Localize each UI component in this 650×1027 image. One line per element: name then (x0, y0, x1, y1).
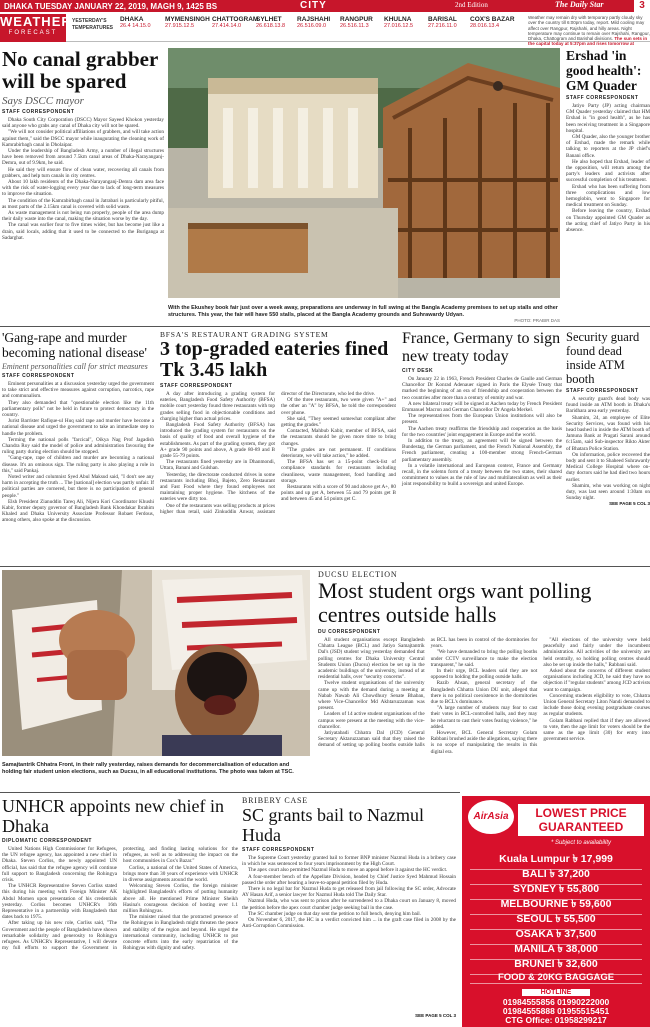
subheadline: Eminent personalities call for strict measures (2, 362, 148, 371)
section-name: CITY (300, 0, 327, 11)
fare-row: SYDNEY ৳ 55,800 (470, 882, 642, 900)
fare-row: SEOUL ৳ 55,500 (470, 912, 642, 930)
headline[interactable]: Most student orgs want polling centres outside halls (318, 578, 592, 627)
fare-row: BALI ৳ 37,200 (470, 867, 642, 885)
fare-row: MELBOURNE ৳ 59,600 (470, 897, 642, 915)
section-divider (0, 326, 650, 327)
kicker: BFSA'S RESTAURANT GRADING SYSTEM (160, 330, 329, 339)
photo-student-rally (2, 570, 310, 780)
headline[interactable]: France, Germany to sign new treaty today (402, 330, 561, 365)
headline[interactable]: 'Gang-rape and murder becoming national disease' (2, 330, 147, 360)
headline[interactable]: UNHCR appoints new chief in Dhaka (2, 796, 224, 836)
article-body: The Supreme Court yesterday granted bail to former BNP minister Nazmul Huda in a bribery case in which he was sentenced to four years imprisonment by the High Court. The apex court also permitted Nazmul Huda to move an appeal before it against the HC verdict. A four-member bench of the Appellate Division, headed by Chief Justice Syed Mahmud Hossain passed the order after hearing a leave-to-appeal petition filed by Huda. There is no legal bar for Nazmul Huda to get released from jail following the SC order, Advocate AY Hasan Arif, a senior lawyer for Nazmul Huda told The Daily Star. Nazmul Huda, who was sent to prison after he surrendered to a Dhaka court on January 8, moved the petition before the apex court chamber judge seeking bail in the case. The SC chamber judge on that day sent the petition to full bench, denying him bail. On November 6, 2017, the HC in a verdict convicted him ... in the graft case filed in 2008 by the Anti-Corruption Commission. (242, 855, 456, 930)
article-france-germany (402, 330, 562, 562)
byline: STAFF CORRESPONDENT (2, 109, 75, 115)
byline: STAFF CORRESPONDENT (566, 388, 639, 394)
edition-label: 2nd Edition (455, 1, 488, 9)
page-masthead (0, 0, 650, 12)
fare-row: MANILA ৳ 38,000 (470, 942, 642, 960)
fare-row: OSAKA ৳ 37,500 (470, 927, 642, 945)
byline: STAFF CORRESPONDENT (242, 847, 315, 853)
weather-logo (0, 14, 72, 42)
ad-disclaimer: * Subject to availability (550, 840, 612, 846)
headline[interactable]: 3 top-graded eateries fined Tk 3.45 lakh (160, 338, 389, 381)
airasia-logo: AirAsia (468, 800, 514, 834)
weather-forecast-strip (0, 14, 650, 47)
airasia-advertisement[interactable] (462, 796, 650, 1027)
fare-row: Kuala Lumpur ৳ 17,999 (470, 852, 642, 870)
city-temp: MYMENSINGH 27.915.12.5 (165, 16, 210, 29)
article-nazmul-huda (242, 796, 456, 1027)
hotline-numbers[interactable]: 01984555856 01990222000 01984555888 01955515451 CTG Office: 01958299217 (502, 997, 610, 1025)
article-body: Jatiyo Party (JP) acting chairman GM Quader yesterday claimed that HM Ershad is "in good health", as he has been receiving treatment in a Singapore hospital. GM Quader, also the younger brother of Ershad, made the remark while talking to reporters at the JP chief's Banani office. He also hoped that Ershad, leader of the opposition, will return among the party's leaders and activists after successful completion of his treatment. Ershad who has been suffering from three complications and low hemoglobin, went to Singapore for medical treatment on Sunday. Before leaving the country, Ershad on Thursday appointed GM Quader as the acting chief of Jatiyo Party in his absence. (566, 103, 650, 234)
weather-note: Weather may remain dry with temporary partly cloudy sky over the country till 6:00pm today, report. Mild cooling may affect over Rangpur, Rajshahi, and hilly areas. Night temperature may continue to remain over Rajshahi, Rangpur, Dhaka, Chattogram and Barishal divisions. The sun sets in the capital today at 5:37pm and rises tomorrow at (528, 15, 650, 52)
article-canal-grabber (2, 48, 164, 322)
article-body: A day after introducing a grading system for eateries, Bangladesh Food Safety Authority (BFSA) mobile court yesterday found three restaurants with top grades selling food in objectionable conditions and charging higher than actual prices. Bangladesh Food Safety Authority (BFSA) has introduced the grading system for restaurants on the basis of quality of food and overall hygiene of the establishments. As part of the grading system, they got A+ grade 90 points and above, A grade 80-89 and B grade 55-79 points. The restaurants fined yesterday are in Dhanmondi, Uttara, Banani and Gulshan. Yesterday, the directorate conducted drives in some restaurants including Bhoj, Bajeto, Zero Restaurant and Fast Food where they found employees not maintaining proper hygiene. The kitchens of the eateries were dirty too. One of the restaurants was selling products at prices higher than retail, said Zinkuddin Anwar, assistant director of the Directorate, who led the drive. Of the three restaurants, two were given "A+" and the other an "A" by BFSA, he told the correspondent over phone. She said, "They seemed somewhat compliant after getting the grades." Contacted, Mahbub Kabir, member of BFSA, said the restaurants should be given more time to bring changes. "The grades are not permanent. If conditions deteriorate, we will take action," he added. The BFSA has set a 15-point check-list of compliance standards for restaurants including cleanliness, waste management, food handling and storage. Restaurants with a score of 90 and above get A+, 80 points and up get A, between 55 and 79 points get B and between 45 and 54 points get C. (160, 391, 396, 515)
headline[interactable]: No canal grabber will be spared (2, 47, 158, 93)
city-temp: BARISAL 27.216.11.0 (428, 16, 457, 29)
photo-caption: Samajtantrik Chhatra Front, in their rally yesterday, raises demands for decommercialisation of education and holding fair student union elections, such as Ducsu, in all educational institutions. The photo was taken at TSC. (2, 762, 294, 775)
city-temp: CHATTOGRAM 27.414.14.0 (212, 16, 259, 29)
city-temp: RANGPUR 26.516.11.3 (340, 16, 373, 29)
subheadline: Says DSCC mayor (2, 95, 84, 107)
article-ducsu-election (318, 570, 650, 780)
kicker: BRIBERY CASE (242, 796, 308, 805)
weather-logo-sub: FORECAST (8, 30, 58, 36)
article-body: All student organisations except Bangladesh Chhatra League (BCL) and Jatiyo Samajtantrik Dal's (JSD) student wing yesterday demanded that polling centres for Dhaka University Central Students Union (Ducsu) election be set up in the academic buildings of the university, instead of at residential halls, over "security concerns". Twelve student organisations of the university came up with the demand during a meeting at Nabab Nawab Ali Chowdhury Senate Bhaban, where Vice-Chancellor Md Akhtaruzzaman was present. Leaders of 14 active student organisations of the campus were present at the meeting with the vice-chancellor. Jatiyatabadi Chhatra Dal (JCD) General Secretary Aktaruzzaman said that they raised the demand of setting up polling booths outside halls as BCL has been in control of the dormitories for years. "We have demanded to bring the polling booths under CCTV surveillance to make the election transparent," he said. In their urge, BCL leaders said they are not opposed to holding the polling outside halls. Razib Ahsan, general secretary of the Bangladesh Chhatra Union DU unit, alleged that there is no political coexistence in the dormitories due to BCL's dominance. "A large number of students may fear to cast their votes in BCL-controlled halls, and they may be reluctant to cast their votes fearing violence," he added. However, BCL General Secretary Golam Rabbani brushed aside the allegations, saying there is no scope of manipulating the results in this digital era. "All elections of the university were held peacefully and fairly under the incumbent administration. All activities of the university are held centrally, so holding polling centres should also be set up inside the halls," Rabbani said. Asked about the concerns of different student organisations including JCD, he said they have no objection if "regular students" among JCD activists want to campaign. Concerning students eligibility to vote, Chhatra Union General Secretary Liton Nandi demanded to include those doing evening postgraduate courses as regular students. Golam Rabbani replied that if they are allowed to vote, then the age limit for voters should be the same as the age limit (30) for entry into government service. (318, 637, 650, 755)
ad-extra: FOOD & 20KG BAGGAGE (470, 972, 642, 984)
photo-caption: With the Ekushey book fair just over a week away, preparations are underway in full swing at the Bangla Academy premises to set up stalls and other structures. This year, the fair will have 550 stalls, placed at the Bangla Academy grounds and Suhrawardy Udyan. (168, 305, 558, 318)
weather-logo-title: WEATHER (0, 14, 72, 29)
article-eateries-fined (160, 330, 396, 562)
byline: STAFF CORRESPONDENT (2, 373, 75, 379)
article-body: United Nations High Commissioner for Refugees, the UN refugee agency, has appointed a new chief in Dhaka. Steven Corliss, the newly appointed UN official, has said that the refugee agency will continue full support to Bangladesh concerning the Rohingya crisis. The UNHCR Representative Steven Corliss stated this during his meeting with Foreign Minister AK Abdul Momen upon presentation of his credentials yesterday. Corliss becomes UNHCR's 16th Representative in a partnership with Bangladesh that dates back to 1975. After taking up his new role, Corliss said, "The Government and the people of Bangladesh have shown remarkable solidarity and generosity to Rohingya refugees. As UNHCR's Representative, I will devote my full efforts to support the Government in protecting, and finding lasting solutions for the refugees, as well as to addressing the impact on the host communities in Cox's Bazar." Corliss, a national of the United States of America, brings more than 30 years of experience with UNHCR in diverse assignments around the world. Welcoming Steven Corliss, the foreign minister highlighted Bangladesh's efforts of putting humanity above all. He mentioned Prime Minister Sheikh Hasina's courageous decision of hosting over 1.1 million Rohingyas. The minister raised that the protracted presence of the Rohingyas in Bangladesh might threaten the peace and stability of the region and beyond. He urged the international community, including UNHCR to put concrete efforts into the early repatriation of the Rohingyas with dignity and safety. (2, 846, 238, 952)
article-ershad (566, 48, 650, 322)
article-body: A security guard's dead body was found inside an ATM booth in Dhaka's Baridhara area early yesterday. Shamim, 24, an employee of Elite Security Services, was found with his head bashed in inside the ATM booth of Jamuna Bank at Pragati Sarani around 6:15am, said Sub-inspector Rikto Akter of Bhatara Police Station. On information, police recovered the body and sent it to Shaheed Suhrawardy Medical College Hospital where on-duty doctors said he had died two hours earlier. Shamim, who was working on night duty, was last seen around 1:30am on Sunday night. (566, 396, 650, 502)
photo-credit: PHOTO: PRABIR DAS (514, 318, 560, 324)
rally-photo-image (2, 570, 310, 756)
book-fair-photo-image (168, 48, 560, 298)
city-temp: COX'S BAZAR 28.016.13.4 (470, 16, 515, 29)
byline: STAFF CORRESPONDENT (566, 95, 639, 101)
headline[interactable]: Ershad 'in good health': GM Quader (566, 48, 642, 93)
photo-book-fair (168, 48, 560, 322)
newspaper-name: The Daily Star (555, 0, 604, 9)
byline: DU CORRESPONDENT (318, 629, 381, 635)
fare-row: BRUNEI ৳ 32,600 (470, 957, 642, 975)
continued-link[interactable]: SEE PAGE 5 COL 3 (609, 501, 650, 507)
city-temp: SYLHET 26.618.13.8 (256, 16, 286, 29)
page-number: 3 (634, 0, 650, 12)
byline: STAFF CORRESPONDENT (160, 383, 233, 389)
ad-headline: LOWEST PRICE GUARANTEED (518, 804, 644, 836)
city-temp: DHAKA 26.4 14.15.0 (120, 16, 151, 29)
hotline-label: HOTLINE (522, 989, 590, 996)
article-body: Eminent personalities at a discussion yesterday urged the government to take strict and effective measures against corruption, narcotics, rape and communalism. They also demanded that "questionable election like the 11th parliamentary polls" not be held in future to protect democracy in the country. Jurist Barrister Rafique-ul Huq said rape and murder have become a national disease and urged the government to take an immediate step to handle the problem. Terming the national polls "farcical", Oikya Nag Prof Jagadish Chandra Roy said the model of police and administration favouring the ruling party during election should be stopped. "Gang-rape, rape of children and murder are becoming a national disease. It's an ominous sign. The ruling party is also playing a role in this," said Pankaj. Noted writer and columnist Syed Abul Maksud said, "I don't see any harm in accepting the truth ... The [national] election was partly unfair. If political parties are cornered, but there is no participation of general people." Elsh President Zianuddin Tareq Ali, Nijera Kori Coordinator Khushi Kabir, former deputy governor of Bangladesh Bank Khondakar Ibrahim Khaled and Dhaka University Associate Professor Robaet Ferdous, among others, also spoke at the discussion. (2, 381, 154, 524)
article-body: On January 22 in 1963, French President Charles de Gaulle and German Chancellor Dr Konrad Adenauer signed in Paris the Elysée Treaty that marked the beginning of an era of friendship and cooperation between the two countries after more than a century of enmity and war. A new bilateral treaty will be signed at Aachen today by French President Emmanuel Macron and German Chancellor Dr Angela Merkel. The representatives from the European Union institutions will also be present. The Aachen treaty reaffirms the friendship and cooperation as the basis for the two countries' joint engagement in Europe and the world. In addition to the treaty, an agreement will be signed between the Bundestag, the German parliament, and the French National Assembly, the French parliament, creating a 100-member strong French-German parliamentary assembly. In a volatile international and European context, France and Germany recall, in the solemn form of a treaty between the two states, their shared commitment to values as the rule of law and multilateralism as well as their joint responsibility to build a sovereign and united Europe. (402, 376, 562, 488)
article-gang-rape (2, 330, 154, 562)
section-divider (0, 792, 460, 793)
byline: DIPLOMATIC CORRESPONDENT (2, 838, 92, 844)
city-temp: RAJSHAHI 26.516.09.0 (297, 16, 331, 29)
kicker: DUCSU ELECTION (318, 570, 398, 579)
headline[interactable]: Security guard found dead inside ATM booth (566, 330, 640, 386)
city-temp: KHULNA 27.016.12.5 (384, 16, 414, 29)
article-security-guard (566, 330, 650, 562)
headline[interactable]: SC grants bail to Nazmul Huda (242, 805, 424, 845)
yesterday-label: YESTERDAY'S TEMPERATURES (72, 18, 114, 31)
sunset-note: The sun sets in the capital today at 5:37pm and rises tomorrow at (528, 36, 648, 47)
masthead-dateline: DHAKA TUESDAY JANUARY 22, 2019, MAGH 9, 1425 BS (4, 1, 218, 11)
continued-link[interactable]: SEE PAGE 5 COL 3 (415, 1013, 456, 1018)
section-divider (0, 566, 650, 567)
article-unhcr (2, 796, 238, 1027)
article-body: Dhaka South City Corporation (DSCC) Mayor Sayeed Khokon yesterday said anyone who grabs any canal of Dhaka city will not be spared. "We will not consider political affiliations of grabbers, and will take action against them," said the DSCC mayor while inaugurating the cleaning work of Kamrabirbagh canal in Dholaipar. Under the leadership of Bangladesh Army, a number of illegal structures have been removed from around 7.5km canal areas of Dhaka-Narayanganj-Demra, out of 9.9km, he said. He said they will ensure flow of clean water, recovering all canals from grabbers, and help turn canals in city centres. About 10 lakh residents of the Dhaka-Narayanganj-Demra dam area face with the risk of water-logging every year due to lack of long-term measures to improve the situation. The condition of the Kamrabirbagh canal in Jatrabari is particularly pitiful, as most parts of the 2.15km canal is covered with solid waste. As waste management is not being run properly, people of the area dump their daily waste into the canal, making the situation worse by the day. The canal was earlier four to five times wider, but has become just like a drain, said locals, adding that it used to be connected to the Buriganga at Sadarghat. (2, 117, 164, 241)
byline: CITY DESK (402, 368, 434, 374)
